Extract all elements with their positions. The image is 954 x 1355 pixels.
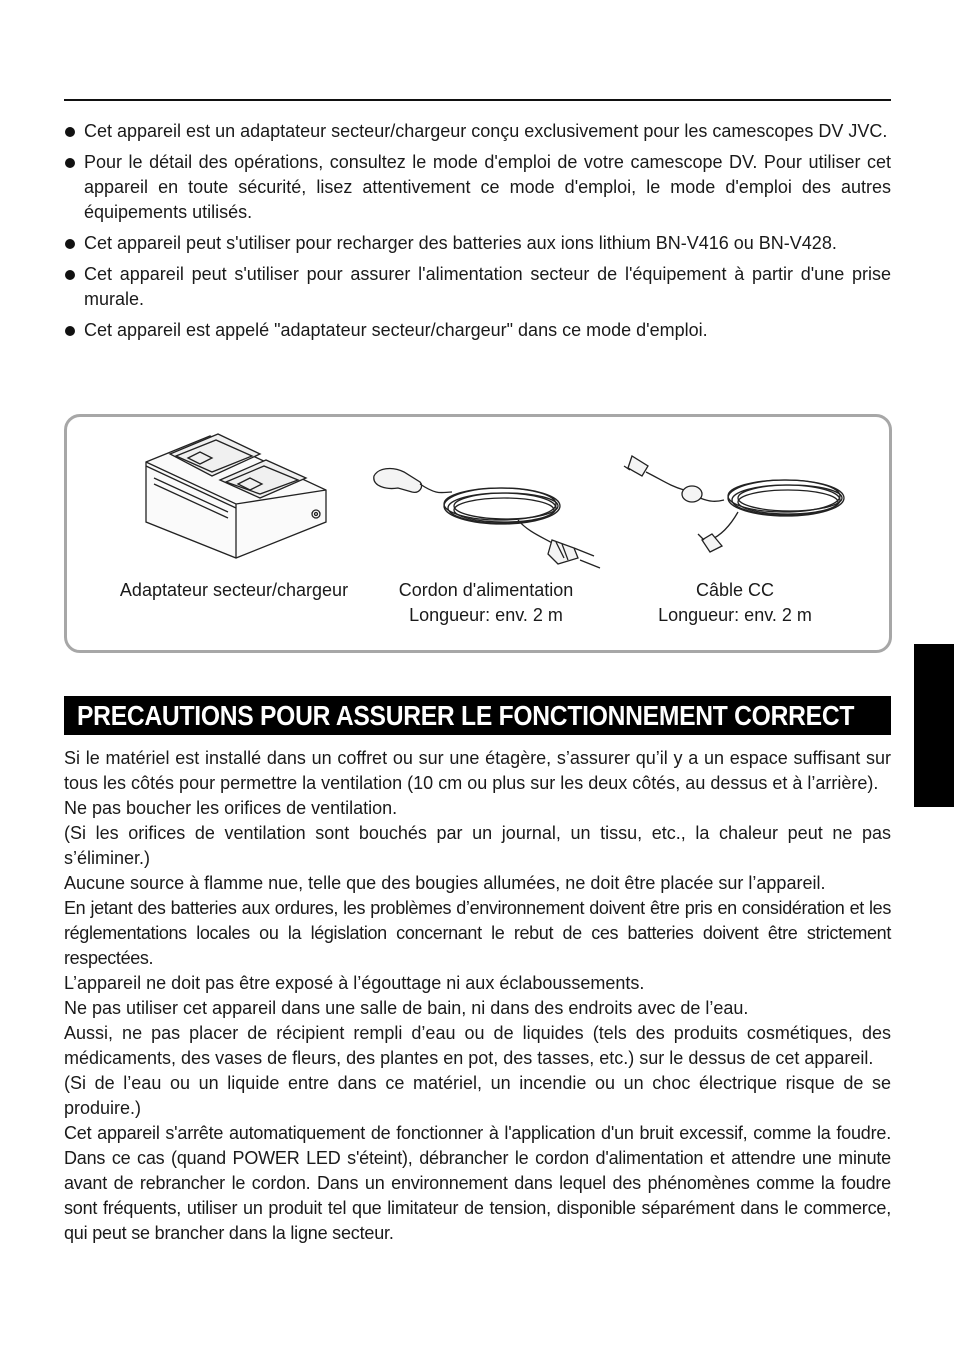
dc-cable-illustration (620, 450, 850, 554)
precaution-paragraph: En jetant des batteries aux ordures, les problèmes d’environnement doivent être pris en considération et les réglementations locales ou la législation concernant le rebut de ces batteries doivent être strictement respectées. (64, 898, 891, 968)
power-cord-icon (368, 462, 608, 574)
bullet-item (64, 119, 891, 144)
bullet-item (64, 318, 891, 343)
precaution-paragraph: Si le matériel est installé dans un coffret ou sur une étagère, s’assurer qu’il y a un espace suffisant sur tous les côtés pour permettre la ventilation (10 cm ou plus sur les deux côtés, au dessus et à l’arrière). (64, 748, 891, 793)
dc-cable-label: Câble CC (695, 580, 775, 600)
bullet-dot-icon (65, 158, 75, 168)
section-title: PRECAUTIONS POUR ASSURER LE FONCTIONNEMENT CORRECT (77, 700, 855, 731)
precaution-paragraph: Aussi, ne pas placer de récipient rempli d’eau ou de liquides (tels des produits cosmétiques, des médicaments, des vases de fleurs, des plantes en pot, des tasses, etc.) sur le dessus de cet appareil. (64, 1023, 891, 1068)
bullet-dot-icon (65, 239, 75, 249)
precaution-paragraph: (Si de l’eau ou un liquide entre dans ce matériel, un incendie ou un choc électrique risque de se produire.) (64, 1073, 891, 1118)
bullet-text: Pour le détail des opérations, consultez le mode d'emploi de votre camescope DV. Pour utiliser cet appareil en toute sécurité, lisez attentivement ce mode d'emploi, le mode d'emploi des autres équipements utilisés. (84, 152, 891, 222)
charger-label: Adaptateur secteur/chargeur (119, 580, 349, 600)
bullet-item (64, 262, 891, 312)
bullet-text: Cet appareil est un adaptateur secteur/chargeur conçu exclusivement pour les camescopes DV JVC. (84, 121, 888, 141)
precautions-body (64, 746, 891, 1246)
dc-cable-icon (620, 450, 850, 554)
bullet-dot-icon (65, 127, 75, 137)
precaution-paragraph: (Si les orifices de ventilation sont bouchés par un journal, un tissu, etc., la chaleur peut ne pas s’éliminer.) (64, 823, 891, 868)
intro-bullet-list (64, 119, 891, 349)
charger-caption (104, 578, 364, 603)
precaution-paragraph: L’appareil ne doit pas être exposé à l’égouttage ni aux éclaboussements. (64, 973, 645, 993)
precaution-paragraph: Aucune source à flamme nue, telle que des bougies allumées, ne doit être placée sur l’appareil. (64, 873, 826, 893)
top-rule (64, 99, 891, 101)
charger-icon (140, 432, 332, 560)
charger-illustration (140, 432, 332, 560)
power-cord-caption (376, 578, 596, 628)
power-cord-illustration (368, 462, 608, 574)
bullet-text: Cet appareil peut s'utiliser pour recharger des batteries aux ions lithium BN-V416 ou BN-V428. (84, 233, 837, 253)
bullet-item (64, 231, 891, 256)
precaution-paragraph: Ne pas utiliser cet appareil dans une salle de bain, ni dans des endroits avec de l’eau. (64, 998, 749, 1018)
precaution-paragraph: Ne pas boucher les orifices de ventilation. (64, 798, 398, 818)
power-cord-label: Cordon d'alimentation (398, 580, 574, 600)
power-cord-length: Longueur: env. 2 m (409, 605, 563, 625)
bullet-item (64, 150, 891, 225)
dc-cable-length: Longueur: env. 2 m (658, 605, 812, 625)
bullet-text: Cet appareil est appelé "adaptateur secteur/chargeur" dans ce mode d'emploi. (84, 320, 708, 340)
side-thumb-tab (914, 644, 954, 807)
bullet-dot-icon (65, 270, 75, 280)
bullet-text: Cet appareil peut s'utiliser pour assurer l'alimentation secteur de l'équipement à partir d'une prise murale. (84, 264, 891, 309)
dc-cable-caption (630, 578, 840, 628)
section-heading-bar (64, 696, 891, 735)
bullet-dot-icon (65, 326, 75, 336)
precaution-paragraph: Cet appareil s'arrête automatiquement de fonctionner à l'application d'un bruit excessif, comme la foudre. Dans ce cas (quand POWER LED s'éteint), débrancher le cordon d'alimentation et attendre une minute avant de rebrancher le cordon. Dans un environnement dans lequel des phénomènes comme la foudre sont fréquents, utiliser un produit tel que limitateur de tension, disponible séparément dans le commerce, qui peut se brancher dans la ligne secteur. (64, 1123, 891, 1243)
